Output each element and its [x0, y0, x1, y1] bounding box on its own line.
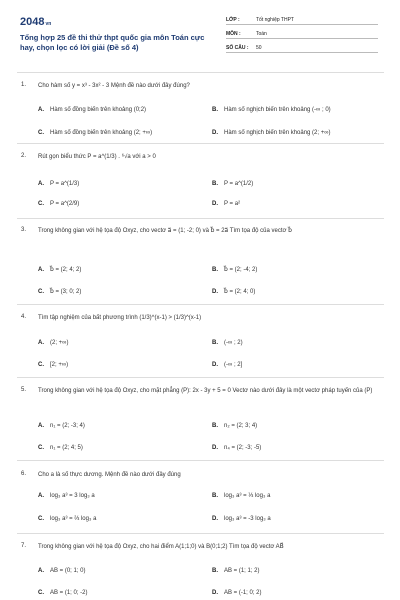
option-letter: D.	[212, 516, 218, 522]
option-letter: B.	[212, 340, 218, 346]
divider	[17, 72, 384, 73]
option-letter: B.	[212, 568, 218, 574]
question-text: Trong không gian với hệ tọa độ Oxyz, cho vectơ a⃗ = (1; -2; 0) và b⃗ = 2a⃗ Tìm tọa độ của vectơ b⃗	[38, 228, 292, 234]
option-text: P = a²	[224, 201, 241, 207]
option-text: P = a^(1/3)	[50, 181, 80, 187]
option-text: log₃ a³ = -3 log₃ a	[224, 516, 271, 522]
option-a[interactable]	[38, 493, 95, 499]
option-letter: A.	[38, 493, 44, 499]
divider	[17, 304, 384, 305]
question-text: Rút gọn biểu thức P = a^(1/3) . ⁶√a với a > 0	[38, 154, 156, 160]
option-b[interactable]	[212, 493, 270, 499]
option-text: n₁ = (2; -3; 4)	[50, 423, 85, 429]
option-c[interactable]	[38, 130, 152, 136]
option-c[interactable]	[38, 590, 88, 596]
page-title: Tổng hợp 25 đề thi thử thpt quốc gia môn Toán cực hay, chọn lọc có lời giải (Đề số 4)	[20, 33, 205, 52]
option-c[interactable]	[38, 288, 81, 295]
option-text: (2; +∞)	[50, 340, 69, 346]
option-text: AB = (0; 1; 0)	[50, 568, 86, 574]
option-text: AB = (1; 1; 2)	[224, 568, 260, 574]
divider	[17, 143, 384, 144]
option-text: b⃗ = (3; 0; 2)	[50, 289, 82, 295]
option-letter: C.	[38, 445, 44, 451]
question-text: Cho a là số thực dương. Mệnh đề nào dưới đây đúng	[38, 472, 181, 478]
site-logo[interactable]: 2048vn	[20, 16, 52, 28]
option-a[interactable]	[38, 340, 68, 346]
option-letter: D.	[212, 362, 218, 368]
option-letter: A.	[38, 568, 44, 574]
option-d[interactable]	[212, 130, 331, 136]
option-letter: A.	[38, 267, 44, 273]
meta-subject: MÔN : Toán	[226, 31, 378, 40]
question-number: 1.	[21, 82, 27, 88]
option-letter: C.	[38, 516, 44, 522]
option-d[interactable]	[212, 362, 242, 368]
divider	[17, 377, 384, 378]
option-text: AB = (1; 0; -2)	[50, 590, 88, 596]
divider	[17, 533, 384, 534]
option-text: b⃗ = (2; 4; 2)	[50, 267, 82, 273]
option-letter: B.	[212, 107, 218, 113]
option-b[interactable]	[212, 266, 257, 273]
option-letter: D.	[212, 130, 218, 136]
option-b[interactable]	[212, 568, 260, 574]
option-letter: A.	[38, 107, 44, 113]
option-letter: C.	[38, 130, 44, 136]
meta-count: SỐ CÂU : 50	[226, 45, 378, 54]
option-letter: D.	[212, 590, 218, 596]
option-letter: C.	[38, 201, 44, 207]
option-text: Hàm số nghịch biến trên khoảng (2; +∞)	[224, 130, 331, 136]
option-d[interactable]	[212, 288, 255, 295]
question-text: Cho hàm số y = x³ - 3x² - 3 Mệnh đề nào dưới đây đúng?	[38, 83, 190, 89]
option-letter: B.	[212, 267, 218, 273]
page-header	[0, 0, 400, 62]
option-letter: D.	[212, 289, 218, 295]
option-d[interactable]	[212, 201, 240, 207]
question-number: 3.	[21, 227, 27, 233]
divider	[17, 218, 384, 219]
option-text: n₁ = (2; 4; 5)	[50, 445, 83, 451]
option-text: P = a^(1/2)	[224, 181, 254, 187]
option-letter: B.	[212, 181, 218, 187]
option-text: n₂ = (2; 3; 4)	[224, 423, 258, 429]
option-d[interactable]	[212, 445, 261, 451]
option-a[interactable]	[38, 423, 85, 429]
option-d[interactable]	[212, 590, 262, 596]
option-letter: A.	[38, 181, 44, 187]
option-letter: C.	[38, 362, 44, 368]
option-text: Hàm số nghịch biến trên khoảng (-∞ ; 0)	[224, 107, 331, 113]
option-text: log₃ a³ = 3 log₃ a	[50, 493, 95, 499]
option-b[interactable]	[212, 340, 243, 346]
option-letter: C.	[38, 590, 44, 596]
option-c[interactable]	[38, 201, 79, 207]
option-text: log₃ a³ = ⅔ log₃ a	[50, 516, 97, 522]
question-number: 4.	[21, 314, 27, 320]
option-d[interactable]	[212, 516, 271, 522]
option-letter: C.	[38, 289, 44, 295]
option-c[interactable]	[38, 445, 83, 451]
option-a[interactable]	[38, 107, 146, 113]
option-text: log₃ a³ = ⅓ log₃ a	[224, 493, 271, 499]
option-b[interactable]	[212, 423, 257, 429]
question-number: 2.	[21, 153, 27, 159]
option-text: AB = (-1; 0; 2)	[224, 590, 262, 596]
meta-class: LỚP : Tốt nghiệp THPT	[226, 17, 378, 26]
option-text: (-∞ ; 2)	[224, 340, 243, 346]
option-letter: A.	[38, 423, 44, 429]
option-text: Hàm số đồng biến trên khoảng (2; +∞)	[50, 130, 153, 136]
question-text: Tìm tập nghiệm của bất phương trình (1/3)^(x-1) > (1/3)^(x-1)	[38, 315, 202, 321]
divider	[17, 460, 384, 461]
question-text: Trong không gian với hệ tọa độ Oxyz, cho hai điểm A(1;1;0) và B(0;1;2) Tìm tọa độ vectơ AB⃗	[38, 544, 284, 550]
option-letter: A.	[38, 340, 44, 346]
option-text: P = a^(2/9)	[50, 201, 80, 207]
option-a[interactable]	[38, 266, 81, 273]
question-number: 6.	[21, 471, 27, 477]
option-letter: D.	[212, 201, 218, 207]
option-text: b⃗ = (2; -4; 2)	[224, 267, 258, 273]
option-letter: D.	[212, 445, 218, 451]
question-text: Trong không gian với hệ tọa độ Oxyz, cho mặt phẳng (P): 2x - 3y + 5 = 0 Vectơ nào dưới đây là một vectơ pháp tuyến của (P)	[38, 388, 373, 394]
question-number: 7.	[21, 543, 27, 549]
option-text: [2; +∞)	[50, 362, 69, 368]
option-text: (-∞ ; 2]	[224, 362, 243, 368]
option-text: b⃗ = (2; 4; 0)	[224, 289, 256, 295]
option-a[interactable]	[38, 568, 86, 574]
option-letter: B.	[212, 493, 218, 499]
option-text: n₄ = (2; -3; -5)	[224, 445, 262, 451]
option-letter: B.	[212, 423, 218, 429]
option-text: Hàm số đồng biến trên khoảng (0;2)	[50, 107, 147, 113]
option-b[interactable]	[212, 107, 331, 113]
option-a[interactable]	[38, 181, 79, 187]
option-b[interactable]	[212, 181, 253, 187]
option-c[interactable]	[38, 362, 68, 368]
question-number: 5.	[21, 387, 27, 393]
option-c[interactable]	[38, 516, 96, 522]
